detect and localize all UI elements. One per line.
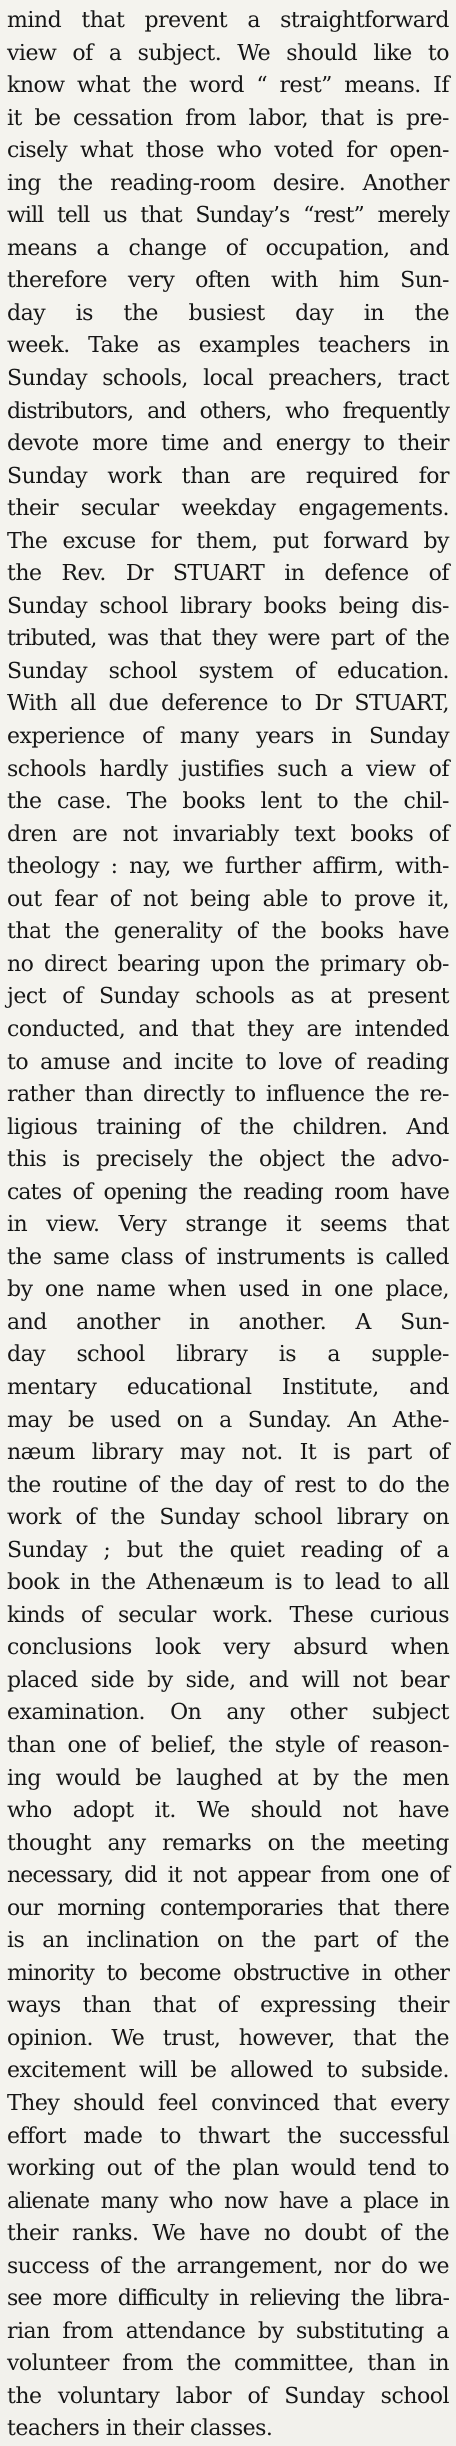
article-line: mentary educational Institute, and — [7, 1374, 449, 1400]
article-line: alienate many who now have a place in — [7, 2188, 449, 2214]
article-line: excitement will be allowed to subside. — [7, 2058, 449, 2084]
article-line: means a change of occupation, and — [7, 235, 449, 261]
article-line: dren are not invariably text books of — [7, 821, 449, 847]
article-line: examination. On any other subject — [7, 1700, 449, 1726]
article-line: necessary, did it not appear from one of — [7, 1863, 449, 1889]
article-line: Sunday school library books being dis- — [7, 593, 449, 619]
article-line: is an inclination on the part of the — [7, 1928, 449, 1954]
article-line: their ranks. We have no doubt of the — [7, 2221, 449, 2247]
article-line: ject of Sunday schools as at present — [7, 984, 449, 1010]
article-line: who adopt it. We should not have — [7, 1798, 449, 1824]
article-line: placed side by side, and will not bear — [7, 1667, 449, 1693]
article-line: day is the busiest day in the — [7, 300, 449, 326]
article-line: therefore very often with him Sun- — [7, 268, 449, 294]
article-line: out fear of not being able to prove it, — [7, 886, 449, 912]
article-line: our morning contemporaries that there — [7, 1895, 449, 1921]
article-line: may be used on a Sunday. An Athe- — [7, 1407, 449, 1433]
article-body — [7, 5, 449, 2446]
article-line: work of the Sunday school library on — [7, 1505, 449, 1531]
article-line: the case. The books lent to the chil- — [7, 789, 449, 815]
article-line: that the generality of the books have — [7, 919, 449, 945]
article-line: to amuse and incite to love of reading — [7, 1049, 449, 1075]
article-line: minority to become obstructive in other — [7, 1960, 449, 1986]
article-line: ing would be laughed at by the men — [7, 1765, 449, 1791]
article-line: Sunday school system of education. — [7, 658, 449, 684]
article-line: and another in another. A Sun- — [7, 1309, 449, 1335]
article-line: cisely what those who voted for open- — [7, 138, 449, 164]
article-line: volunteer from the committee, than in — [7, 2351, 449, 2377]
article-line: week. Take as examples teachers in — [7, 333, 449, 359]
article-line: the routine of the day of rest to do the — [7, 1472, 449, 1498]
article-line: ways than that of expressing their — [7, 1993, 449, 2019]
article-line: schools hardly justifies such a view of — [7, 756, 449, 782]
article-line: conducted, and that they are intended — [7, 1016, 449, 1042]
article-line: cates of opening the reading room have — [7, 1179, 449, 1205]
article-line: theology : nay, we further affirm, with- — [7, 854, 449, 880]
article-line: it be cessation from labor, that is pre- — [7, 105, 449, 131]
article-line: effort made to thwart the successful — [7, 2123, 449, 2149]
article-line: experience of many years in Sunday — [7, 724, 449, 750]
article-line: devote more time and energy to their — [7, 431, 449, 457]
article-line: this is precisely the object the advo- — [7, 1147, 449, 1173]
article-line: working out of the plan would tend to — [7, 2156, 449, 2182]
article-line: by one name when used in one place, — [7, 1277, 449, 1303]
article-line: will tell us that Sunday’s “rest” merely — [7, 203, 449, 229]
article-line: distributors, and others, who frequently — [7, 398, 449, 424]
article-line: book in the Athenæum is to lead to all — [7, 1570, 449, 1596]
article-line: They should feel convinced that every — [7, 2091, 449, 2116]
article-line: their secular weekday engagements. — [7, 496, 449, 522]
article-line: With all due deference to Dr STUART, — [7, 691, 449, 717]
article-line: mind that prevent a straightforward — [7, 8, 449, 33]
article-line: know what the word “ rest” means. If — [7, 73, 449, 99]
article-line: opinion. We trust, however, that the — [7, 2025, 449, 2051]
article-line: tributed, was that they were part of the — [7, 626, 449, 652]
article-line: view of a subject. We should like to — [7, 40, 449, 66]
article-line: success of the arrangement, nor do we — [7, 2253, 449, 2279]
article-line: næum library may not. It is part of — [7, 1440, 449, 1466]
article-line: The excuse for them, put forward by — [7, 528, 449, 554]
article-line: conclusions look very absurd when — [7, 1635, 449, 1661]
article-line: in view. Very strange it seems that — [7, 1212, 449, 1238]
article-line: the same class of instruments is called — [7, 1244, 449, 1270]
article-line: rian from attendance by substituting a — [7, 2318, 449, 2344]
article-line: thought any remarks on the meeting — [7, 1830, 449, 1856]
article-line: no direct bearing upon the primary ob- — [7, 951, 449, 977]
article-line: rather than directly to influence the re- — [7, 1082, 449, 1108]
article-line: Sunday schools, local preachers, tract — [7, 366, 449, 392]
article-line: ligious training of the children. And — [7, 1114, 449, 1140]
article-line: teachers in their classes. — [7, 2416, 273, 2442]
article-line: ing the reading-room desire. Another — [7, 170, 449, 196]
article-line: the Rev. Dr STUART in defence of — [7, 561, 449, 587]
article-line: Sunday work than are required for — [7, 463, 449, 489]
article-line: the voluntary labor of Sunday school — [7, 2383, 449, 2409]
article-line: than one of belief, the style of reason- — [7, 1732, 449, 1758]
article-line: Sunday ; but the quiet reading of a — [7, 1537, 449, 1563]
article-line: day school library is a supple- — [7, 1342, 449, 1368]
article-line: see more difficulty in relieving the libra- — [7, 2286, 449, 2312]
article-line: kinds of secular work. These curious — [7, 1602, 449, 1628]
